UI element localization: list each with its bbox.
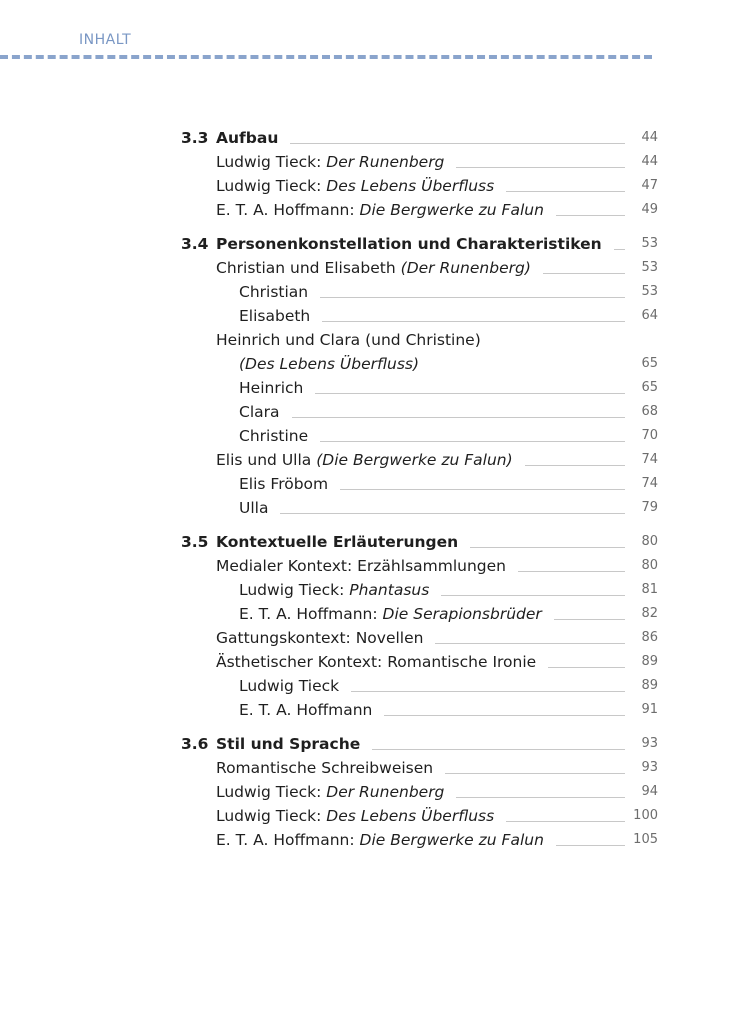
section-title: Stil und Sprache bbox=[216, 733, 372, 755]
page-number: 44 bbox=[641, 154, 658, 169]
page-number: 64 bbox=[641, 308, 658, 323]
entry-title bbox=[216, 175, 506, 197]
page-number: 74 bbox=[641, 452, 658, 467]
entry-title bbox=[239, 603, 554, 625]
toc-entry[interactable] bbox=[0, 425, 737, 447]
dot-leader bbox=[320, 441, 625, 442]
dot-leader bbox=[372, 749, 625, 750]
toc-entry[interactable] bbox=[0, 449, 737, 471]
page-number: 80 bbox=[641, 558, 658, 573]
toc-entry[interactable] bbox=[0, 675, 737, 697]
page-number: 89 bbox=[641, 678, 658, 693]
entry-text: Clara bbox=[239, 403, 280, 421]
entry-text: E. T. A. Hoffmann bbox=[239, 701, 373, 719]
entry-title bbox=[239, 305, 322, 327]
entry-work-title: (Des Lebens Überfluss) bbox=[239, 355, 420, 373]
page-number: 53 bbox=[641, 260, 658, 275]
dot-leader bbox=[280, 513, 625, 514]
dot-leader bbox=[506, 821, 625, 822]
entry-text: Heinrich bbox=[239, 379, 304, 397]
toc-entry[interactable] bbox=[0, 651, 737, 673]
toc-entry[interactable] bbox=[0, 757, 737, 779]
toc-entry[interactable] bbox=[0, 377, 737, 399]
section-number: 3.3 bbox=[181, 129, 209, 147]
page-number: 49 bbox=[641, 202, 658, 217]
entry-title bbox=[216, 781, 456, 803]
entry-work-title: Des Lebens Überfluss bbox=[326, 177, 495, 195]
entry-work-title: Der Runenberg bbox=[326, 783, 445, 801]
toc-entry[interactable] bbox=[0, 281, 737, 303]
entry-text: E. T. A. Hoffmann: bbox=[216, 201, 360, 219]
toc-entry[interactable] bbox=[0, 627, 737, 649]
entry-title bbox=[216, 829, 556, 851]
dot-leader bbox=[543, 273, 625, 274]
dot-leader bbox=[506, 191, 625, 192]
toc-section-heading[interactable] bbox=[0, 127, 737, 149]
entry-title bbox=[239, 473, 340, 495]
page-number: 44 bbox=[641, 130, 658, 145]
toc-entry[interactable] bbox=[0, 497, 737, 519]
entry-title bbox=[239, 579, 441, 601]
toc-entry[interactable] bbox=[0, 305, 737, 327]
entry-title bbox=[239, 675, 351, 697]
page-number: 53 bbox=[641, 284, 658, 299]
entry-title bbox=[239, 377, 315, 399]
page-number: 65 bbox=[641, 356, 658, 371]
entry-work-title: Des Lebens Überfluss bbox=[326, 807, 495, 825]
page-number: 105 bbox=[633, 832, 658, 847]
entry-title bbox=[239, 401, 292, 423]
toc-entry[interactable] bbox=[0, 329, 737, 351]
entry-text: Elis und Ulla bbox=[216, 451, 317, 469]
toc-section-heading[interactable] bbox=[0, 233, 737, 255]
toc-entry[interactable] bbox=[0, 401, 737, 423]
section-number: 3.5 bbox=[181, 533, 209, 551]
entry-work-title: (Der Runenberg) bbox=[400, 259, 531, 277]
toc-entry[interactable] bbox=[0, 175, 737, 197]
toc-section-heading[interactable] bbox=[0, 733, 737, 755]
page-number: 100 bbox=[633, 808, 658, 823]
entry-title bbox=[216, 199, 556, 221]
page-number: 91 bbox=[641, 702, 658, 717]
entry-work-title: (Die Bergwerke zu Falun) bbox=[316, 451, 513, 469]
entry-text: E. T. A. Hoffmann: bbox=[239, 605, 383, 623]
dot-leader bbox=[435, 643, 625, 644]
toc-entry[interactable] bbox=[0, 579, 737, 601]
entry-work-title: Der Runenberg bbox=[326, 153, 445, 171]
entry-title bbox=[216, 329, 493, 351]
page-number: 82 bbox=[641, 606, 658, 621]
section-number: 3.4 bbox=[181, 235, 209, 253]
dot-leader bbox=[320, 297, 625, 298]
dot-leader bbox=[470, 547, 625, 548]
header-title: INHALT bbox=[79, 32, 132, 48]
page-number: 93 bbox=[641, 736, 658, 751]
dot-leader bbox=[456, 167, 625, 168]
toc-entry[interactable] bbox=[0, 555, 737, 577]
dot-leader bbox=[315, 393, 625, 394]
dot-leader bbox=[340, 489, 625, 490]
entry-title bbox=[216, 651, 548, 673]
dot-leader bbox=[456, 797, 625, 798]
section-number: 3.6 bbox=[181, 735, 209, 753]
entry-text: Christine bbox=[239, 427, 309, 445]
dot-leader bbox=[384, 715, 625, 716]
page-number: 68 bbox=[641, 404, 658, 419]
page-number: 70 bbox=[641, 428, 658, 443]
entry-text: Ludwig Tieck bbox=[239, 677, 340, 695]
dot-leader bbox=[441, 595, 625, 596]
entry-work-title: Die Bergwerke zu Falun bbox=[359, 831, 544, 849]
dot-leader bbox=[556, 845, 625, 846]
dot-leader bbox=[556, 215, 625, 216]
toc-entry[interactable] bbox=[0, 199, 737, 221]
page-number: 94 bbox=[641, 784, 658, 799]
entry-text: Elisabeth bbox=[239, 307, 311, 325]
dot-leader bbox=[614, 249, 625, 250]
entry-title bbox=[239, 281, 320, 303]
toc-section-heading[interactable] bbox=[0, 531, 737, 553]
page-number: 53 bbox=[641, 236, 658, 251]
dot-leader bbox=[351, 691, 625, 692]
entry-text: Medialer Kontext: Erzählsammlungen bbox=[216, 557, 506, 575]
entry-text: Heinrich und Clara (und Christine) bbox=[216, 331, 481, 349]
entry-text: Christian bbox=[239, 283, 309, 301]
entry-text: Ludwig Tieck: bbox=[216, 153, 327, 171]
entry-title bbox=[216, 257, 543, 279]
entry-work-title: Phantasus bbox=[349, 581, 430, 599]
dot-leader bbox=[292, 417, 625, 418]
toc-entry[interactable] bbox=[0, 805, 737, 827]
entry-title bbox=[216, 627, 435, 649]
toc-entry[interactable] bbox=[0, 151, 737, 173]
toc-entry[interactable] bbox=[0, 781, 737, 803]
header-dashed-rule bbox=[0, 55, 652, 59]
dot-leader bbox=[518, 571, 625, 572]
page-number: 93 bbox=[641, 760, 658, 775]
dot-leader bbox=[554, 619, 625, 620]
page-number: 79 bbox=[641, 500, 658, 515]
section-title: Aufbau bbox=[216, 127, 290, 149]
entry-work-title: Die Serapionsbrüder bbox=[382, 605, 542, 623]
entry-text: Romantische Schreibweisen bbox=[216, 759, 434, 777]
entry-text: Christian und Elisabeth bbox=[216, 259, 401, 277]
page-number: 81 bbox=[641, 582, 658, 597]
entry-text: Ästhetischer Kontext: Romantische Ironie bbox=[216, 653, 537, 671]
section-title: Personenkonstellation und Charakteristiken bbox=[216, 233, 614, 255]
entry-work-title: Die Bergwerke zu Falun bbox=[359, 201, 544, 219]
entry-text: Ulla bbox=[239, 499, 269, 517]
entry-text: Ludwig Tieck: bbox=[216, 783, 327, 801]
dot-leader bbox=[525, 465, 625, 466]
dot-leader bbox=[445, 773, 625, 774]
toc-entry[interactable] bbox=[0, 257, 737, 279]
entry-text: Ludwig Tieck: bbox=[239, 581, 350, 599]
entry-text: Ludwig Tieck: bbox=[216, 177, 327, 195]
entry-title bbox=[239, 425, 320, 447]
page-number: 89 bbox=[641, 654, 658, 669]
toc-entry[interactable] bbox=[0, 829, 737, 851]
entry-title bbox=[216, 151, 456, 173]
toc-entry[interactable] bbox=[0, 603, 737, 625]
entry-title bbox=[239, 353, 431, 375]
page-number: 86 bbox=[641, 630, 658, 645]
page-number: 47 bbox=[641, 178, 658, 193]
entry-title bbox=[216, 449, 525, 471]
toc-entry[interactable] bbox=[0, 473, 737, 495]
dot-leader bbox=[290, 143, 625, 144]
entry-text: E. T. A. Hoffmann: bbox=[216, 831, 360, 849]
toc-entry[interactable] bbox=[0, 353, 737, 375]
dot-leader bbox=[548, 667, 625, 668]
entry-title bbox=[239, 497, 280, 519]
page-number: 80 bbox=[641, 534, 658, 549]
entry-title bbox=[239, 699, 384, 721]
dot-leader bbox=[322, 321, 625, 322]
page-number: 74 bbox=[641, 476, 658, 491]
entry-text: Gattungskontext: Novellen bbox=[216, 629, 424, 647]
entry-text: Ludwig Tieck: bbox=[216, 807, 327, 825]
section-title: Kontextuelle Erläuterungen bbox=[216, 531, 470, 553]
toc-entry[interactable] bbox=[0, 699, 737, 721]
entry-title bbox=[216, 555, 518, 577]
entry-title bbox=[216, 757, 445, 779]
entry-title bbox=[216, 805, 506, 827]
entry-text: Elis Fröbom bbox=[239, 475, 329, 493]
page-number: 65 bbox=[641, 380, 658, 395]
